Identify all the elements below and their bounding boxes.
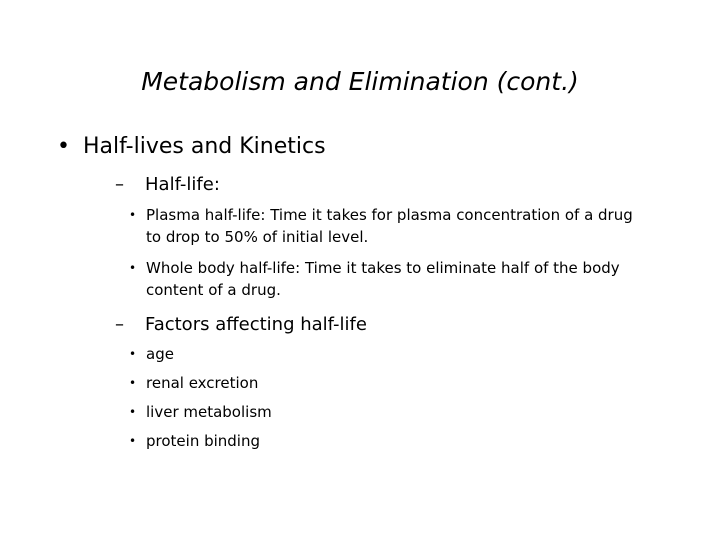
- bullet-label: Half-lives and Kinetics: [83, 134, 326, 159]
- bullet-glyph: •: [129, 261, 137, 275]
- dash-glyph: –: [115, 174, 124, 195]
- dash-glyph: –: [115, 314, 124, 335]
- list-item: [129, 401, 649, 423]
- list-item: [129, 343, 649, 365]
- list-item: [129, 257, 649, 301]
- list-item-text: liver metabolism: [146, 403, 272, 421]
- bullet-half-lives: [57, 130, 326, 164]
- bullet-glyph: •: [129, 208, 137, 222]
- list-item: [129, 372, 649, 394]
- slide-title: Metabolism and Elimination (cont.): [141, 67, 579, 96]
- subpoint-label: Factors affecting half-life: [145, 314, 367, 335]
- list-item: [129, 430, 649, 452]
- list-item-text: protein binding: [146, 432, 261, 450]
- list-item: [129, 204, 649, 248]
- bullet-glyph: •: [129, 376, 137, 390]
- bullet-glyph: •: [129, 434, 137, 448]
- bullet-glyph: •: [129, 405, 137, 419]
- list-item-text: renal excretion: [146, 374, 259, 392]
- bullet-glyph: •: [57, 134, 70, 159]
- list-item-text: Whole body half-life: Time it takes to eliminate half of the body content of a drug.: [146, 259, 620, 299]
- list-item-text: Plasma half-life: Time it takes for plasma concentration of a drug to drop to 50% of initial level.: [146, 206, 633, 246]
- list-item-text: age: [146, 345, 174, 363]
- subpoint-label: Half-life:: [145, 174, 220, 195]
- bullet-glyph: •: [129, 347, 137, 361]
